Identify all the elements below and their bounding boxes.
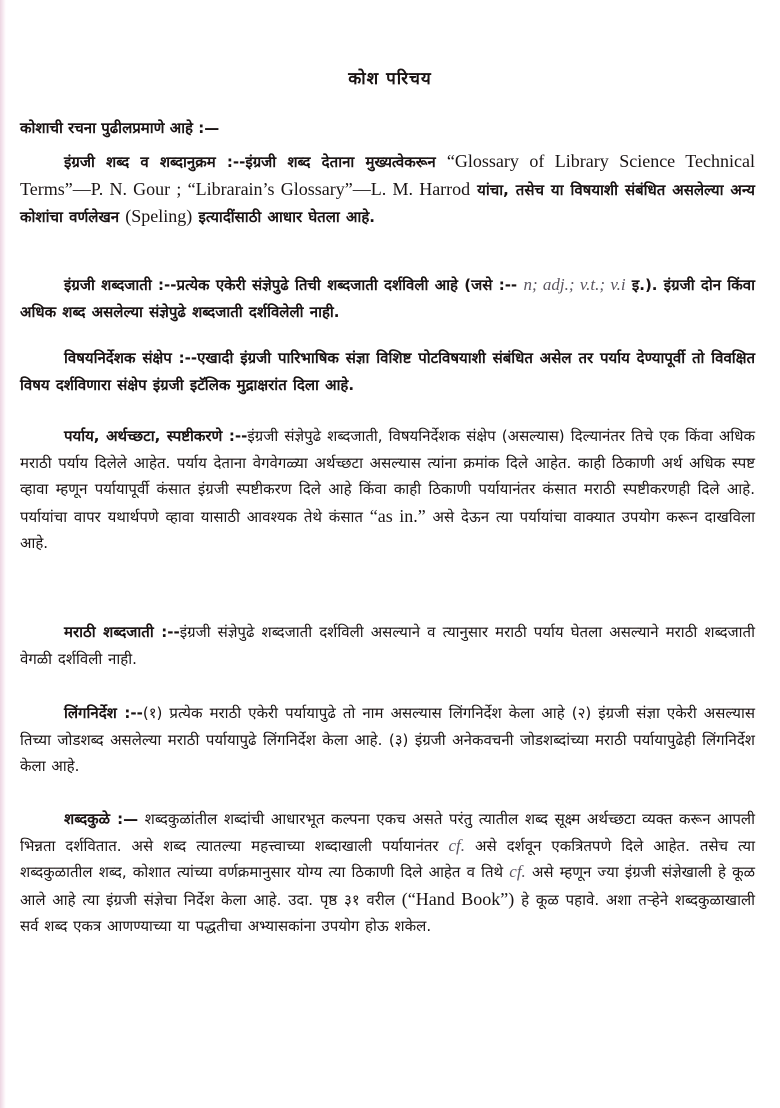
section-english-parts-of-speech xyxy=(20,272,755,325)
italic-abbreviations: n; adj.; v.t.; v.i xyxy=(523,275,626,294)
section-heading: इंग्रजी शब्द व शब्दानुक्रम :-- xyxy=(64,153,246,171)
page-title: कोश परिचय xyxy=(348,69,432,89)
italic-cf: cf. xyxy=(448,835,466,855)
section-text: असे म्हणून ज्या इंग्रजी संज्ञेखाली हे कूळ आले आहे त्या इंग्रजी संज्ञेचा निर्देश केला आहे. उदा. पृष्ठ ३१ वरील xyxy=(20,863,755,909)
section-gender-marking xyxy=(20,700,755,780)
section-heading: लिंगनिर्देश :-- xyxy=(64,704,143,722)
section-text: असे देऊन त्या पर्यायांचा वाक्यात उपयोग करून दाखविला आहे. xyxy=(20,507,755,552)
section-marathi-parts-of-speech xyxy=(20,619,755,672)
english-reference: “Glossary of Library Science Technical Terms”—P. N. Gour ; “Librarain’s Glossary”—L. M. Harrod xyxy=(20,151,755,199)
intro-line: कोशाची रचना पुढीलप्रमाणे आहे :— xyxy=(20,119,220,137)
section-text: हे कूळ पहावे. अशा तऱ्हेने शब्दकुळाखाली सर्व शब्द एकत्र आणण्याच्या या पद्धतीचा अभ्यासकांना उपयोग होऊ शकेल. xyxy=(20,890,756,935)
section-text: असे दर्शवून एकत्रितपणे दिले आहेत. तसेच त्या शब्दकुळातील शब्द, कोशात त्यांच्या वर्णक्रमानुसार योग्य त्या ठिकाणी दिले आहेत व तिथे xyxy=(20,836,755,881)
section-synonyms-explanations xyxy=(20,423,755,557)
section-text: एखादी इंग्रजी पारिभाषिक संज्ञा विशिष्ट पोटविषयाशी संबंधित असेल तर पर्याय देण्यापूर्वी तो विवक्षित विषय दर्शविणारा संक्षेप इंग्रजी इटॅलिक मुद्राक्षरांत दिला आहे. xyxy=(20,349,755,394)
section-text: यांचा, तसेच या विषयाशी संबंधित असलेल्या अन्य कोशांचा वर्णलेखन xyxy=(20,180,755,226)
section-english-words xyxy=(20,148,755,231)
section-text: इंग्रजी शब्द देताना मुख्यत्वेकरून xyxy=(245,153,447,171)
page-edge-shadow xyxy=(0,0,6,1108)
section-heading: विषयनिर्देशक संक्षेप :-- xyxy=(64,349,198,367)
section-text: प्रत्येक एकेरी संज्ञेपुढे तिची शब्दजाती दर्शविली आहे (जसे :-- xyxy=(176,276,524,294)
section-subject-abbreviations xyxy=(20,345,755,398)
english-term: (“Hand Book”) xyxy=(401,888,515,909)
section-text: इंग्रजी संज्ञेपुढे शब्दजाती, विषयनिर्देशक संक्षेप (असल्यास) दिल्यानंतर तिचे एक किंवा अधिक मराठी पर्याय दिलेले आहेत. पर्याय देताना वेगवेगळ्या अर्थच्छटा असल्यास त्यांना क्रमांक दिले आहेत. काही ठिकाणी अर्थ अधिक स्पष्ट व्हावा म्हणून पर्यायापूर्वी कंसात इंग्रजी स्पष्टीकरण दिले आहे किंवा काही ठिकाणी पर्यायानंतर कंसात मराठी स्पष्टीकरणही दिले आहे. पर्यायांचा वापर यथार्थपणे व्हावा यासाठी आवश्यक तेथे कंसात xyxy=(20,427,755,526)
section-word-families xyxy=(20,806,755,940)
section-text: इंग्रजी संज्ञेपुढे शब्दजाती दर्शविली असल्याने व त्यानुसार मराठी पर्याय घेतला असल्याने मराठी शब्दजाती वेगळी दर्शविली नाही. xyxy=(20,623,755,668)
section-text: इत्यादींसाठी आधार घेतला आहे. xyxy=(192,208,375,226)
section-text: शब्दकुळांतील शब्दांची आधारभूत कल्पना एकच असते परंतु त्यातील शब्द सूक्ष्म अर्थच्छटा व्यक्त करून आपली भिन्नता दर्शवितात. असे शब्द त्यातल्या महत्त्वाच्या शब्दाखाली पर्यायानंतर xyxy=(20,810,755,855)
italic-cf: cf. xyxy=(509,862,526,881)
section-text: (१) प्रत्येक मराठी एकेरी पर्यायापुढे तो नाम असल्यास लिंगनिर्देश केला आहे (२) इंग्रजी संज्ञा एकेरी असल्यास तिच्या जोडशब्द असलेल्या मराठी पर्यायापुढे लिंगनिर्देश केला आहे. (३) इंग्रजी अनेकवचनी जोडशब्दांच्या मराठी पर्यायापुढेही लिंगनिर्देश केला आहे. xyxy=(20,704,755,775)
english-term: “as in.” xyxy=(369,505,426,526)
section-heading: मराठी शब्दजाती :-- xyxy=(64,623,180,641)
section-heading: शब्दकुळे :— xyxy=(64,810,139,828)
section-heading: इंग्रजी शब्दजाती :-- xyxy=(64,276,177,294)
section-heading: पर्याय, अर्थच्छटा, स्पष्टीकरणे :-- xyxy=(64,427,248,445)
section-text: इ.). इंग्रजी दोन किंवा अधिक शब्द असलेल्या संज्ञेपुढे शब्दजाती दर्शविलेली नाही. xyxy=(20,276,755,321)
english-term: (Speling) xyxy=(125,206,193,226)
